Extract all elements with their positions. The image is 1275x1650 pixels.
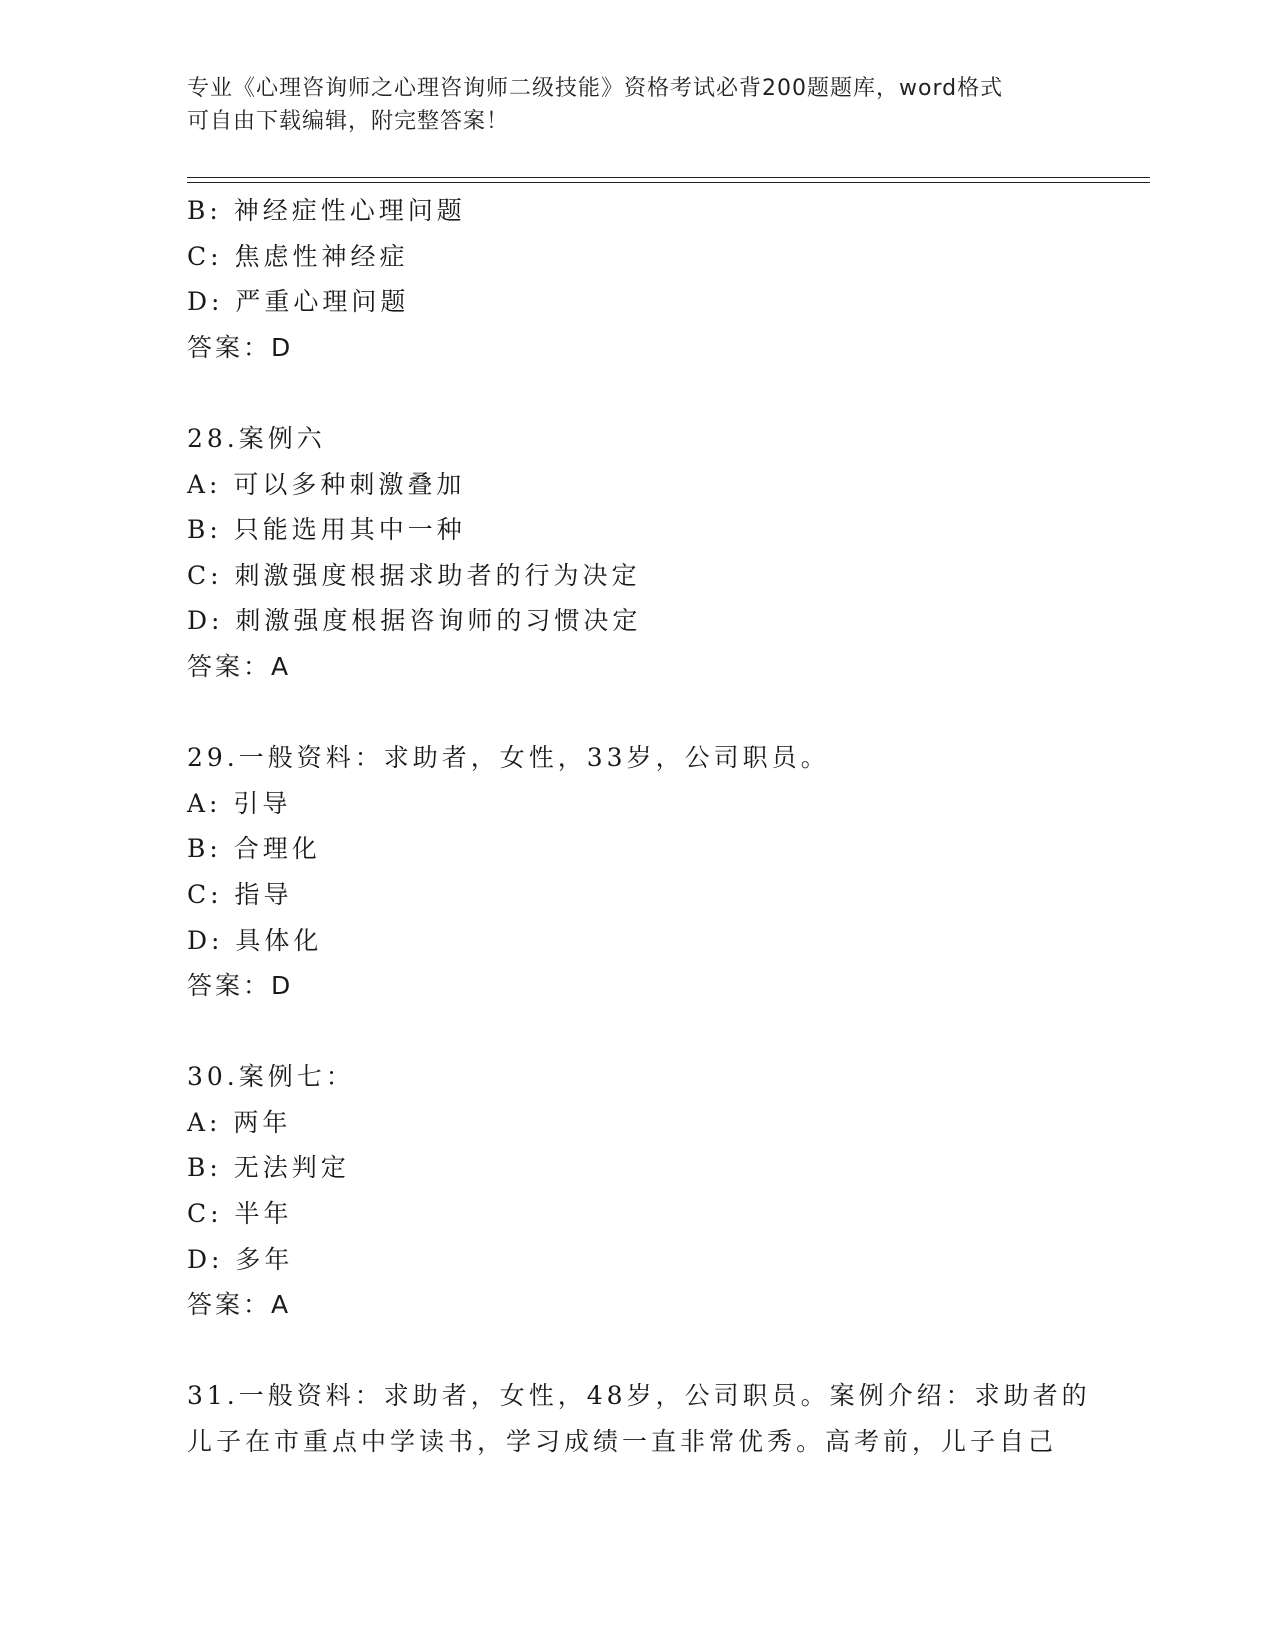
- question-block-29: [187, 735, 1087, 1009]
- header-divider-bottom: [187, 182, 1150, 183]
- option-b: B: 只能选用其中一种: [187, 515, 466, 545]
- question-title: 29.一般资料：求助者，女性，33岁，公司职员。: [187, 743, 830, 773]
- question-block-27: [187, 188, 1087, 370]
- header-title-line-2: 可自由下载编辑，附完整答案！: [187, 109, 510, 134]
- header-divider-top: [187, 177, 1150, 178]
- question-block-30: [187, 1054, 1087, 1328]
- option-d: D: 具体化: [187, 925, 323, 955]
- spacer: [187, 1009, 1087, 1055]
- question-list: [187, 188, 1091, 1465]
- option-c: C: 指导: [187, 879, 293, 909]
- option-b: B: 合理化: [187, 834, 321, 864]
- option-c: C: 刺激强度根据求助者的行为决定: [187, 560, 641, 590]
- question-title-line-1: 31.一般资料：求助者，女性，48岁，公司职员。案例介绍：求助者的: [187, 1381, 1091, 1411]
- answer-line: 答案：A: [187, 1290, 292, 1320]
- option-b: B: 无法判定: [187, 1153, 350, 1183]
- answer-line: 答案：A: [187, 651, 292, 681]
- option-d: D: 刺激强度根据咨询师的习惯决定: [187, 606, 642, 636]
- option-d: D: 多年: [187, 1244, 294, 1274]
- option-a: A: 可以多种刺激叠加: [187, 469, 466, 499]
- spacer: [187, 370, 1087, 416]
- option-c: C: 半年: [187, 1199, 293, 1229]
- question-title: 30.案例七：: [187, 1062, 355, 1092]
- spacer: [187, 690, 1087, 736]
- question-block-31: [187, 1373, 1091, 1464]
- option-c: C: 焦虑性神经症: [187, 241, 409, 271]
- question-title-line-2: 儿子在市重点中学读书，学习成绩一直非常优秀。高考前，儿子自己: [187, 1427, 1058, 1457]
- document-header: [187, 72, 1087, 138]
- answer-line: 答案：D: [187, 332, 294, 362]
- answer-line: 答案：D: [187, 971, 294, 1001]
- option-d: D: 严重心理问题: [187, 287, 410, 317]
- option-a: A: 引导: [187, 788, 292, 818]
- question-block-28: [187, 416, 1087, 690]
- spacer: [187, 1328, 1087, 1374]
- option-a: A: 两年: [187, 1107, 292, 1137]
- option-b: B: 神经症性心理问题: [187, 196, 466, 225]
- question-title: 28.案例六: [187, 423, 326, 453]
- header-title-line-1: 专业《心理咨询师之心理咨询师二级技能》资格考试必背200题题库，word格式: [187, 76, 1004, 101]
